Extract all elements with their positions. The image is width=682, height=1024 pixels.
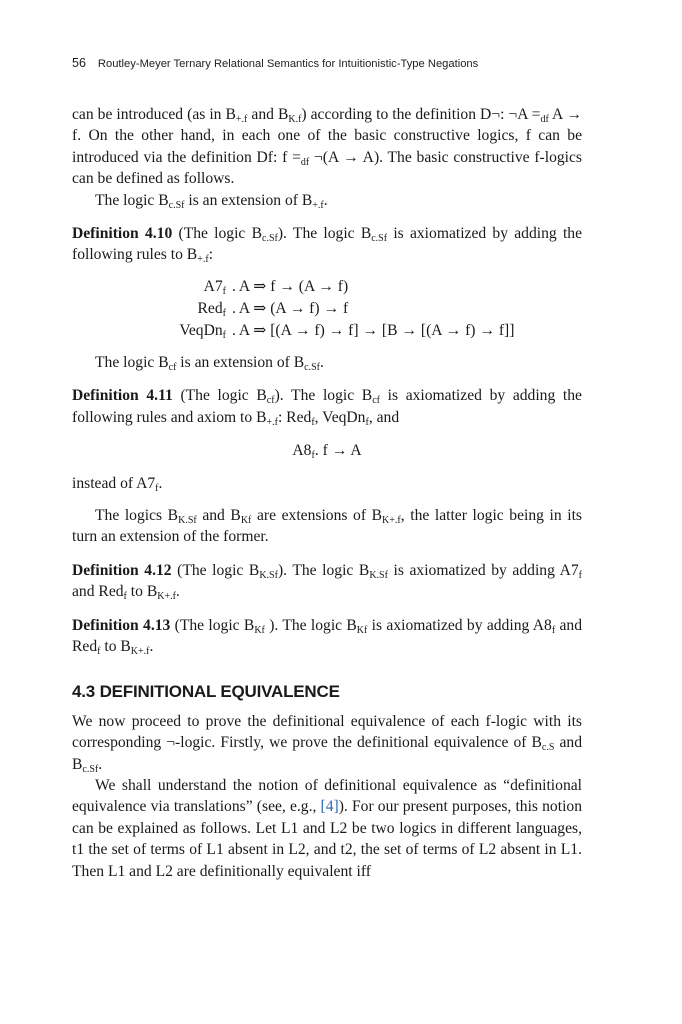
section-heading [72,681,582,702]
page [72,56,582,882]
bcf-extension-paragraph: The logic $B_{cf}$ is an extension of $B_{c.Sf}$. [95,353,324,373]
instead-line: instead of $A7_f$. [72,475,163,495]
rule-veqdn: VeqDn$_f$ . A ⇒ [(A → f) → f] → [B → [(A → f) → f]] [179,321,515,341]
page-number: 56 [72,56,86,70]
definition-4-13: Definition 4.13 (The logic $B_{Kf}$ ). The logic $B_{Kf}$ is axiomatized by adding $A8_f$ and Red$_f$ to $B_{K+.f}$. [72,616,582,657]
definition-4-10: Definition 4.10 (The logic $B_{c.Sf}$). The logic $B_{c.Sf}$ is axiomatized by adding the following rules to $B_{+.f}$: [72,225,582,266]
axiom-a8: $A8_f$. f → A [292,442,362,462]
body-text [72,104,582,882]
citation-link[interactable]: [4] [320,798,339,816]
rule-a7: $A7_f$ . A ⇒ f → (A → f) [203,277,349,297]
definition-4-11: Definition 4.11 (The logic $B_{cf}$). The logic $B_{cf}$ is axiomatized by adding the following rules and axiom to $B_{+.f}$: Red$_f$, VeqDn$_f$, and [72,387,582,428]
definition-4-12: Definition 4.12 (The logic $B_{K.Sf}$). The logic $B_{K.Sf}$ is axiomatized by adding $A7_f$ and Red$_f$ to $B_{K+.f}$. [72,561,582,603]
rule-red: Red$_f$ . A ⇒ (A → f) → f [197,299,349,319]
section-title: DEFINITIONAL EQUIVALENCE [99,682,340,702]
definition-4-12-heading: Definition 4.12 [72,561,172,579]
intro-paragraph: can be introduced (as in $B_{+.f}$ and $B_{K.f}$) according to the definition D¬: ¬A $=_{df}$ A → f. On the other hand, in each one of the basic constructive logics, f can be introduced via the definition Df: $f =_{df}$ ¬(A → A). The basic constructive f-logics can be defined as follows. [72,106,582,188]
section-number: 4.3 [72,682,96,702]
definition-4-13-heading: Definition 4.13 [72,616,171,634]
running-title: Routley-Meyer Ternary Relational Semantics for Intuitionistic-Type Negations [97,58,479,70]
running-head [72,56,582,76]
bcsf-extension-paragraph: The logic $B_{c.Sf}$ is an extension of $B_{+.f}$. [95,191,328,211]
bk-extensions-paragraph: The logics $B_{K.Sf}$ and $B_{Kf}$ are extensions of $B_{K+.f}$, the latter logic being in its turn an extension of the former. [72,506,582,546]
rules-block [72,276,582,342]
definition-4-10-heading: Definition 4.10 [72,225,173,243]
section-paragraph-2: We shall understand the notion of definitional equivalence as “definitional equivalence via translations” (see, e.g., [4]). For our present purposes, this notion can be explained as follows. Let L1 and L2 be two logics in different languages, t1 the set of terms of L1 absent in L2, and t2, the set of terms of L2 absent in L1. Then L1 and L2 are definitionally equivalent iff [72,776,582,880]
definition-4-11-heading: Definition 4.11 [72,387,173,405]
section-paragraph-1: We now proceed to prove the definitional equivalence of each f-logic with its corresponding ¬-logic. Firstly, we prove the definitional equivalence of $B_{c.S}$ and $B_{c.Sf}$. [72,712,582,775]
